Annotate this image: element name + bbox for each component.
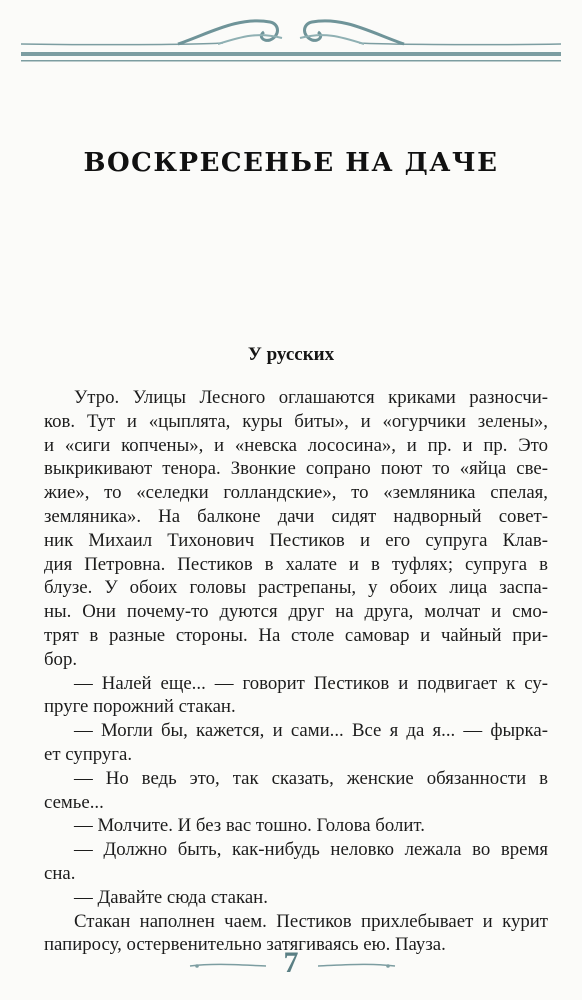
text-line: — Молчите. И без вас тошно. Голова болит. — [74, 815, 425, 837]
text-line: бор. — [44, 648, 78, 670]
section-title: У русских — [247, 344, 335, 365]
text-line: семье... — [44, 791, 104, 813]
page-number: 7 — [283, 946, 299, 979]
text-line: — Могли бы, кажется, и сами... Все я да я... — фырка- — [74, 720, 548, 742]
text-line: ет супруга. — [44, 743, 133, 765]
chapter-title: ВОСКРЕСЕНЬЕ НА ДАЧЕ — [83, 148, 499, 178]
text-line: и «сиги копчены», и «невска лососина», и пр. и пр. Это — [44, 434, 548, 456]
text-line: ков. Тут и «цыплята, куры биты», и «огурчики зелены», — [44, 410, 548, 432]
text-line: сна. — [44, 862, 76, 884]
text-line: земляника». На балконе дачи сидят надворный совет- — [44, 505, 548, 527]
text-line: папиросу, остервенительно затягиваясь ею. Пауза. — [44, 934, 446, 956]
text-line: блузе. У обоих головы растрепаны, у обоих лица заспа- — [44, 577, 548, 599]
text-line: Стакан наполнен чаем. Пестиков прихлебывает и курит — [74, 910, 548, 932]
text-line: ны. Они почему-то дуются друг на друга, молчат и смо- — [44, 601, 548, 623]
text-line: жие», то «селедки голландские», то «земляника спелая, — [44, 482, 548, 504]
text-line: — Должно быть, как-нибудь неловко лежала во время — [74, 839, 548, 861]
top-ornament — [18, 10, 564, 80]
text-line: — Налей еще... — говорит Пестиков и подвигает к су- — [74, 672, 548, 694]
text-line: дия Петровна. Пестиков в халате и в туфлях; супруга в — [44, 553, 548, 575]
text-line: — Давайте сюда стакан. — [74, 886, 268, 908]
text-line: выкрикивают тенора. Звонкие сопрано поют то «яйца све- — [44, 458, 548, 480]
text-line: — Но ведь это, так сказать, женские обязанности в — [74, 767, 548, 789]
text-line: пруге порожний стакан. — [44, 696, 236, 718]
text-line: Утро. Улицы Лесного оглашаются криками разносчи- — [74, 387, 548, 408]
body-text — [44, 386, 548, 957]
text-line: ник Михаил Тихонович Пестиков и его супруга Клав- — [44, 529, 548, 551]
text-line: трят в разные стороны. На столе самовар и чайный при- — [44, 624, 548, 646]
